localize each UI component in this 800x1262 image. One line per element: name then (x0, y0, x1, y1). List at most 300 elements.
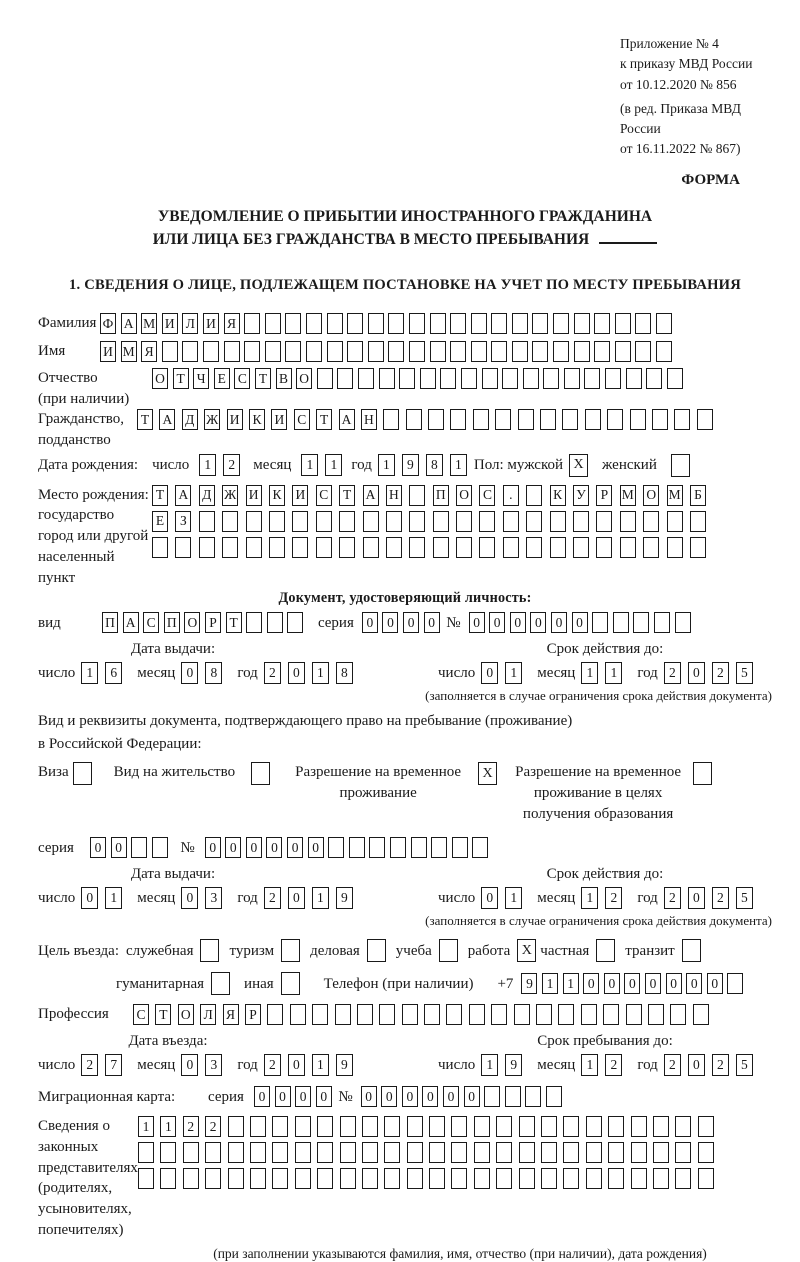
char-cell[interactable] (358, 368, 374, 389)
char-cell[interactable]: 0 (666, 973, 682, 994)
char-cell[interactable]: 0 (686, 973, 702, 994)
char-cell[interactable] (205, 1168, 221, 1189)
char-cell[interactable]: 0 (481, 887, 498, 909)
char-cell[interactable] (433, 511, 449, 532)
char-cell[interactable] (362, 1142, 378, 1163)
char-cell[interactable] (667, 511, 683, 532)
char-cell[interactable] (306, 313, 322, 334)
char-cell[interactable]: Н (361, 409, 377, 430)
char-cell[interactable]: 1 (581, 1054, 598, 1076)
char-cell[interactable] (429, 1116, 445, 1137)
char-cell[interactable] (653, 1168, 669, 1189)
char-cell[interactable] (244, 341, 260, 362)
char-cell[interactable]: 1 (563, 973, 579, 994)
char-cell[interactable] (295, 1116, 311, 1137)
char-cell[interactable] (495, 409, 511, 430)
migration-series-cells[interactable] (254, 1086, 336, 1107)
char-cell[interactable] (586, 1116, 602, 1137)
char-cell[interactable]: С (479, 485, 495, 506)
char-cell[interactable] (203, 341, 219, 362)
char-cell[interactable] (160, 1168, 176, 1189)
char-cell[interactable]: 1 (325, 454, 342, 476)
char-cell[interactable] (363, 537, 379, 558)
char-cell[interactable]: 0 (81, 887, 98, 909)
char-cell[interactable] (246, 612, 262, 633)
char-cell[interactable]: 0 (316, 1086, 332, 1107)
char-cell[interactable]: 0 (481, 662, 498, 684)
char-cell[interactable] (532, 341, 548, 362)
char-cell[interactable]: 2 (712, 887, 729, 909)
char-cell[interactable] (440, 368, 456, 389)
char-cell[interactable] (474, 1168, 490, 1189)
birthdate-month-cells[interactable] (301, 454, 349, 476)
char-cell[interactable] (429, 1142, 445, 1163)
char-cell[interactable] (573, 511, 589, 532)
char-cell[interactable] (388, 313, 404, 334)
char-cell[interactable] (267, 1004, 283, 1025)
char-cell[interactable]: Е (214, 368, 230, 389)
purpose-other-checkbox[interactable] (281, 972, 300, 995)
char-cell[interactable] (272, 1168, 288, 1189)
char-cell[interactable] (450, 409, 466, 430)
char-cell[interactable] (608, 1116, 624, 1137)
char-cell[interactable]: 0 (288, 887, 305, 909)
char-cell[interactable]: 9 (336, 1054, 353, 1076)
char-cell[interactable] (386, 537, 402, 558)
char-cell[interactable] (316, 537, 332, 558)
representatives-row3-cells[interactable] (138, 1168, 720, 1189)
residence-expiry-day-cells[interactable] (481, 887, 529, 909)
char-cell[interactable] (512, 313, 528, 334)
char-cell[interactable]: Ф (100, 313, 116, 334)
char-cell[interactable] (536, 1004, 552, 1025)
char-cell[interactable]: 1 (312, 887, 329, 909)
char-cell[interactable]: Т (255, 368, 271, 389)
char-cell[interactable] (340, 1116, 356, 1137)
char-cell[interactable]: 0 (645, 973, 661, 994)
char-cell[interactable] (473, 409, 489, 430)
char-cell[interactable]: 5 (736, 887, 753, 909)
sex-female-checkbox[interactable] (671, 454, 690, 477)
char-cell[interactable] (363, 511, 379, 532)
id-expiry-month-cells[interactable] (581, 662, 629, 684)
char-cell[interactable]: 9 (336, 887, 353, 909)
residence-issue-year-cells[interactable] (264, 887, 360, 909)
profession-cells[interactable] (133, 1004, 715, 1025)
char-cell[interactable]: Т (173, 368, 189, 389)
birthdate-year-cells[interactable] (378, 454, 474, 476)
birthplace-row3-cells[interactable] (152, 537, 713, 558)
char-cell[interactable] (368, 313, 384, 334)
char-cell[interactable]: Л (200, 1004, 216, 1025)
char-cell[interactable]: 0 (443, 1086, 459, 1107)
char-cell[interactable]: 0 (604, 973, 620, 994)
char-cell[interactable]: З (175, 511, 191, 532)
char-cell[interactable] (615, 313, 631, 334)
char-cell[interactable] (491, 313, 507, 334)
char-cell[interactable]: 2 (664, 1054, 681, 1076)
char-cell[interactable] (541, 1116, 557, 1137)
char-cell[interactable]: 1 (505, 887, 522, 909)
char-cell[interactable]: Т (339, 485, 355, 506)
char-cell[interactable] (461, 368, 477, 389)
char-cell[interactable] (584, 368, 600, 389)
char-cell[interactable]: 0 (90, 837, 106, 858)
char-cell[interactable] (347, 313, 363, 334)
char-cell[interactable] (399, 368, 415, 389)
char-cell[interactable]: П (164, 612, 180, 633)
char-cell[interactable] (430, 313, 446, 334)
char-cell[interactable]: 7 (105, 1054, 122, 1076)
char-cell[interactable] (317, 1142, 333, 1163)
char-cell[interactable]: Ж (222, 485, 238, 506)
char-cell[interactable]: 2 (264, 887, 281, 909)
char-cell[interactable] (407, 1116, 423, 1137)
char-cell[interactable] (505, 1086, 521, 1107)
char-cell[interactable] (379, 368, 395, 389)
char-cell[interactable] (152, 837, 168, 858)
char-cell[interactable]: 2 (223, 454, 240, 476)
char-cell[interactable] (564, 368, 580, 389)
char-cell[interactable]: 2 (81, 1054, 98, 1076)
char-cell[interactable] (620, 537, 636, 558)
char-cell[interactable]: А (363, 485, 379, 506)
char-cell[interactable]: 1 (481, 1054, 498, 1076)
purpose-tourism-checkbox[interactable] (281, 939, 300, 962)
char-cell[interactable]: П (433, 485, 449, 506)
char-cell[interactable]: Ч (193, 368, 209, 389)
char-cell[interactable] (541, 1142, 557, 1163)
char-cell[interactable] (339, 537, 355, 558)
char-cell[interactable] (379, 1004, 395, 1025)
char-cell[interactable]: 1 (581, 887, 598, 909)
char-cell[interactable]: 1 (542, 973, 558, 994)
char-cell[interactable]: 2 (264, 1054, 281, 1076)
char-cell[interactable] (369, 837, 385, 858)
id-doc-series-cells[interactable] (362, 612, 444, 633)
char-cell[interactable] (362, 1168, 378, 1189)
char-cell[interactable] (228, 1116, 244, 1137)
char-cell[interactable] (295, 1168, 311, 1189)
char-cell[interactable]: 1 (312, 1054, 329, 1076)
char-cell[interactable]: 1 (105, 887, 122, 909)
char-cell[interactable] (502, 368, 518, 389)
residence-expiry-month-cells[interactable] (581, 887, 629, 909)
char-cell[interactable] (585, 409, 601, 430)
char-cell[interactable]: 0 (362, 612, 378, 633)
char-cell[interactable]: 0 (422, 1086, 438, 1107)
char-cell[interactable]: 2 (664, 887, 681, 909)
char-cell[interactable] (697, 409, 713, 430)
char-cell[interactable] (674, 409, 690, 430)
char-cell[interactable]: . (503, 485, 519, 506)
char-cell[interactable]: 0 (489, 612, 505, 633)
char-cell[interactable] (428, 409, 444, 430)
char-cell[interactable] (347, 341, 363, 362)
char-cell[interactable] (285, 313, 301, 334)
char-cell[interactable] (349, 837, 365, 858)
char-cell[interactable] (384, 1142, 400, 1163)
char-cell[interactable]: М (667, 485, 683, 506)
char-cell[interactable] (409, 511, 425, 532)
char-cell[interactable] (667, 537, 683, 558)
char-cell[interactable] (474, 1116, 490, 1137)
char-cell[interactable]: 6 (105, 662, 122, 684)
char-cell[interactable] (675, 1142, 691, 1163)
char-cell[interactable] (433, 537, 449, 558)
char-cell[interactable] (199, 511, 215, 532)
char-cell[interactable]: И (162, 313, 178, 334)
char-cell[interactable] (456, 511, 472, 532)
char-cell[interactable] (643, 537, 659, 558)
char-cell[interactable]: Д (182, 409, 198, 430)
representatives-row1-cells[interactable] (138, 1116, 720, 1137)
char-cell[interactable] (690, 511, 706, 532)
stay-until-year-cells[interactable] (664, 1054, 760, 1076)
char-cell[interactable]: Т (155, 1004, 171, 1025)
char-cell[interactable] (138, 1142, 154, 1163)
char-cell[interactable]: Я (224, 313, 240, 334)
char-cell[interactable] (431, 837, 447, 858)
char-cell[interactable]: 8 (426, 454, 443, 476)
char-cell[interactable]: М (620, 485, 636, 506)
char-cell[interactable] (594, 313, 610, 334)
char-cell[interactable] (160, 1142, 176, 1163)
char-cell[interactable]: 9 (402, 454, 419, 476)
char-cell[interactable] (675, 1116, 691, 1137)
char-cell[interactable]: А (339, 409, 355, 430)
char-cell[interactable]: А (123, 612, 139, 633)
char-cell[interactable] (409, 485, 425, 506)
id-expiry-day-cells[interactable] (481, 662, 529, 684)
char-cell[interactable]: Я (223, 1004, 239, 1025)
char-cell[interactable] (512, 341, 528, 362)
char-cell[interactable] (581, 1004, 597, 1025)
char-cell[interactable]: 1 (581, 662, 598, 684)
char-cell[interactable] (272, 1142, 288, 1163)
char-cell[interactable]: Н (386, 485, 402, 506)
char-cell[interactable] (526, 537, 542, 558)
char-cell[interactable] (586, 1168, 602, 1189)
char-cell[interactable]: 1 (199, 454, 216, 476)
char-cell[interactable] (228, 1142, 244, 1163)
char-cell[interactable]: 3 (205, 1054, 222, 1076)
char-cell[interactable] (327, 341, 343, 362)
char-cell[interactable] (317, 1168, 333, 1189)
char-cell[interactable]: И (271, 409, 287, 430)
char-cell[interactable]: О (184, 612, 200, 633)
stay-until-month-cells[interactable] (581, 1054, 629, 1076)
char-cell[interactable]: 0 (688, 662, 705, 684)
char-cell[interactable] (222, 537, 238, 558)
char-cell[interactable] (519, 1116, 535, 1137)
char-cell[interactable]: К (269, 485, 285, 506)
char-cell[interactable] (653, 1116, 669, 1137)
char-cell[interactable] (267, 612, 283, 633)
char-cell[interactable] (479, 511, 495, 532)
char-cell[interactable]: 1 (138, 1116, 154, 1137)
char-cell[interactable]: 2 (605, 887, 622, 909)
id-issue-day-cells[interactable] (81, 662, 129, 684)
char-cell[interactable]: 0 (266, 837, 282, 858)
char-cell[interactable]: 0 (381, 1086, 397, 1107)
char-cell[interactable] (246, 511, 262, 532)
char-cell[interactable]: 0 (181, 1054, 198, 1076)
char-cell[interactable] (390, 837, 406, 858)
char-cell[interactable] (631, 1168, 647, 1189)
residence-issue-day-cells[interactable] (81, 887, 129, 909)
char-cell[interactable]: 1 (160, 1116, 176, 1137)
char-cell[interactable] (546, 1086, 562, 1107)
char-cell[interactable]: Е (152, 511, 168, 532)
char-cell[interactable]: У (573, 485, 589, 506)
char-cell[interactable] (573, 537, 589, 558)
char-cell[interactable] (523, 368, 539, 389)
char-cell[interactable] (272, 1116, 288, 1137)
char-cell[interactable] (491, 1004, 507, 1025)
char-cell[interactable] (469, 1004, 485, 1025)
patronymic-cells[interactable] (152, 368, 687, 389)
char-cell[interactable] (615, 341, 631, 362)
char-cell[interactable] (357, 1004, 373, 1025)
char-cell[interactable] (183, 1142, 199, 1163)
entry-day-cells[interactable] (81, 1054, 129, 1076)
char-cell[interactable] (312, 1004, 328, 1025)
char-cell[interactable]: 1 (312, 662, 329, 684)
char-cell[interactable]: 2 (264, 662, 281, 684)
char-cell[interactable]: Д (199, 485, 215, 506)
char-cell[interactable]: 0 (707, 973, 723, 994)
char-cell[interactable] (446, 1004, 462, 1025)
char-cell[interactable] (496, 1142, 512, 1163)
purpose-official-checkbox[interactable] (200, 939, 219, 962)
char-cell[interactable] (620, 511, 636, 532)
char-cell[interactable] (646, 368, 662, 389)
char-cell[interactable] (631, 1142, 647, 1163)
char-cell[interactable]: Б (690, 485, 706, 506)
purpose-business-checkbox[interactable] (367, 939, 386, 962)
option-residence-permit-checkbox[interactable] (251, 762, 270, 785)
char-cell[interactable] (292, 537, 308, 558)
char-cell[interactable]: Р (245, 1004, 261, 1025)
birthplace-row2-cells[interactable] (152, 511, 713, 532)
char-cell[interactable]: 1 (505, 662, 522, 684)
char-cell[interactable]: С (294, 409, 310, 430)
char-cell[interactable] (246, 537, 262, 558)
char-cell[interactable]: К (249, 409, 265, 430)
char-cell[interactable] (592, 612, 608, 633)
char-cell[interactable] (550, 511, 566, 532)
char-cell[interactable] (519, 1142, 535, 1163)
char-cell[interactable]: 0 (181, 662, 198, 684)
char-cell[interactable]: 1 (301, 454, 318, 476)
char-cell[interactable] (317, 368, 333, 389)
representatives-row2-cells[interactable] (138, 1142, 720, 1163)
char-cell[interactable] (384, 1168, 400, 1189)
char-cell[interactable]: Я (141, 341, 157, 362)
surname-cells[interactable] (100, 313, 677, 334)
char-cell[interactable] (406, 409, 422, 430)
char-cell[interactable]: 0 (510, 612, 526, 633)
char-cell[interactable] (631, 1116, 647, 1137)
char-cell[interactable]: С (143, 612, 159, 633)
char-cell[interactable] (594, 341, 610, 362)
char-cell[interactable]: М (141, 313, 157, 334)
char-cell[interactable] (409, 341, 425, 362)
char-cell[interactable]: 0 (288, 662, 305, 684)
char-cell[interactable] (479, 537, 495, 558)
char-cell[interactable] (630, 409, 646, 430)
char-cell[interactable] (496, 1116, 512, 1137)
migration-number-cells[interactable] (361, 1086, 567, 1107)
char-cell[interactable] (675, 1168, 691, 1189)
char-cell[interactable]: 3 (205, 887, 222, 909)
char-cell[interactable] (131, 837, 147, 858)
char-cell[interactable] (518, 409, 534, 430)
char-cell[interactable]: Т (226, 612, 242, 633)
char-cell[interactable] (532, 313, 548, 334)
id-doc-number-cells[interactable] (469, 612, 696, 633)
char-cell[interactable] (420, 368, 436, 389)
char-cell[interactable] (450, 341, 466, 362)
entry-year-cells[interactable] (264, 1054, 360, 1076)
char-cell[interactable] (562, 409, 578, 430)
char-cell[interactable]: 0 (361, 1086, 377, 1107)
char-cell[interactable] (626, 368, 642, 389)
char-cell[interactable]: 0 (688, 887, 705, 909)
char-cell[interactable] (698, 1142, 714, 1163)
char-cell[interactable] (698, 1116, 714, 1137)
char-cell[interactable] (656, 313, 672, 334)
char-cell[interactable] (525, 1086, 541, 1107)
char-cell[interactable] (558, 1004, 574, 1025)
option-temp-residence-education-checkbox[interactable] (693, 762, 712, 785)
sex-male-checkbox[interactable]: X (569, 454, 588, 477)
char-cell[interactable] (626, 1004, 642, 1025)
char-cell[interactable]: Ж (204, 409, 220, 430)
char-cell[interactable] (526, 511, 542, 532)
char-cell[interactable] (608, 1168, 624, 1189)
char-cell[interactable] (292, 511, 308, 532)
char-cell[interactable] (519, 1168, 535, 1189)
char-cell[interactable] (244, 313, 260, 334)
char-cell[interactable]: 1 (378, 454, 395, 476)
char-cell[interactable]: 0 (225, 837, 241, 858)
char-cell[interactable] (605, 368, 621, 389)
char-cell[interactable] (514, 1004, 530, 1025)
option-visa-checkbox[interactable] (73, 762, 92, 785)
char-cell[interactable] (675, 612, 691, 633)
char-cell[interactable] (265, 341, 281, 362)
char-cell[interactable]: Р (205, 612, 221, 633)
char-cell[interactable] (608, 1142, 624, 1163)
char-cell[interactable] (474, 1142, 490, 1163)
char-cell[interactable]: О (456, 485, 472, 506)
char-cell[interactable]: О (178, 1004, 194, 1025)
char-cell[interactable] (411, 837, 427, 858)
char-cell[interactable]: О (152, 368, 168, 389)
id-expiry-year-cells[interactable] (664, 662, 760, 684)
char-cell[interactable] (290, 1004, 306, 1025)
char-cell[interactable]: О (296, 368, 312, 389)
char-cell[interactable] (690, 537, 706, 558)
char-cell[interactable]: 5 (736, 1054, 753, 1076)
residence-number-cells[interactable] (205, 837, 493, 858)
char-cell[interactable]: И (292, 485, 308, 506)
char-cell[interactable] (496, 1168, 512, 1189)
char-cell[interactable]: 0 (583, 973, 599, 994)
char-cell[interactable] (652, 409, 668, 430)
